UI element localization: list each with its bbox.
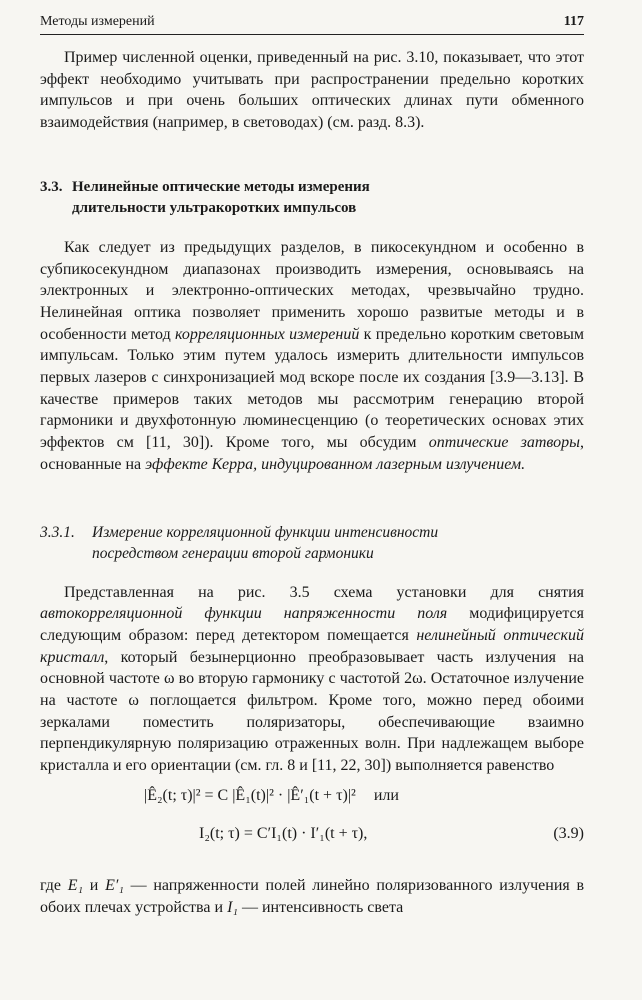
- book-page: [40, 14, 584, 920]
- paragraph-definitions: [40, 875, 584, 920]
- italic-term: эффекте Керра, индуцированном лазерным излучением.: [145, 455, 526, 473]
- subsection-number: 3.3.1.: [40, 523, 75, 541]
- equation-field-text: |Ê₂(t; τ)|² = C |Ê₁(t)|² · |Ê′₁(t + τ)|²: [144, 786, 356, 804]
- running-header: [40, 14, 584, 35]
- paragraph-shg-setup: [40, 582, 584, 777]
- section-number: 3.3.: [40, 178, 63, 195]
- equation-or-word: или: [373, 786, 399, 804]
- paragraph-intro: Пример численной оценки, приведенный на рис. 3.10, показывает, что этот эффект необходимо учитывать при распространении предельно коротких импульсов и при очень больших оптических длинах пути обменного взаимодействия (например, в световодах) (см. разд. 8.3).: [40, 49, 584, 132]
- paragraph-nonlinear-methods: [40, 237, 584, 476]
- text-run: модифицируется следующим образом: перед детектором помещается: [40, 605, 585, 644]
- text-run: где: [40, 876, 68, 894]
- text-run: Представленная на рис. 3.5 схема установки для снятия: [64, 583, 584, 601]
- text-run: Как следует из предыдущих разделов, в пикосекундном и особенно в субпикосекундном диапазонах производить измерения, основываясь на электронных и электронно-оптических методах, чрезвычайно трудно. Нелинейная оптика позволяет применить хорошо развитые методы и в особенности метод: [40, 238, 584, 343]
- page-number: 117: [563, 14, 584, 29]
- equation-intensity: I₂(t; τ) = C′I₁(t) · I′₁(t + τ),: [199, 824, 368, 842]
- math-symbol: E₁: [67, 876, 84, 894]
- text-run: к предельно коротким световым импульсам. Только этим путем удалось измерить длительности импульсов первых лазеров с синхронизацией мод вскоре после их создания [3.9—3.13]. В качестве примеров таких методов мы рассмотрим генерацию второй гармоники и двухфотонную люминесценцию (о теоретических основах этих эффектов см [11, 30]). Кроме того, мы обсудим: [40, 325, 585, 452]
- math-symbol: I₁: [227, 899, 238, 917]
- text-run: — напряженности полей линейно поляризованного излучения в обоих плечах устройства и: [40, 876, 585, 917]
- text-run: — интенсивность света: [237, 899, 404, 917]
- running-title: Методы измерений: [40, 14, 155, 29]
- subsection-title-line2: посредством генерации второй гармоники: [92, 544, 374, 562]
- subsection-title-line1: Измерение корреляционной функции интенсивности: [92, 523, 439, 541]
- italic-term: автокорреляционной функции напряженности поля: [40, 605, 448, 623]
- section-title-line2: длительности ультракоротких импульсов: [72, 199, 357, 216]
- italic-term: оптические затворы: [428, 434, 580, 452]
- text-run: , основанные на: [40, 434, 584, 473]
- text-run: , который безынерционно преобразовывает часть излучения на основной частоте ω во вторую гармонику с частотой 2ω. Остаточное излучение на частоте ω поглощается фильтром. Кроме того, можно перед обоими зеркалами поместить поляризаторы, обеспечивающие взаимно перпендикулярную поляризацию отраженных волн. При надлежащем выборе кристалла и его ориентации (см. гл. 8 и [11, 22, 30]) выполняется равенство: [40, 648, 584, 775]
- section-title-line1: Нелинейные оптические методы измерения: [72, 178, 370, 195]
- equation-block: [40, 787, 584, 861]
- equation-number: (3.9): [553, 824, 584, 842]
- section-heading: [40, 177, 584, 219]
- text-run: и: [83, 876, 106, 894]
- math-symbol: E′₁: [105, 876, 124, 894]
- equation-field: [144, 787, 399, 805]
- italic-term: нелинейный оптический кристалл: [40, 626, 584, 666]
- subsection-heading: [40, 522, 584, 564]
- italic-term: корреляционных измерений: [175, 325, 360, 343]
